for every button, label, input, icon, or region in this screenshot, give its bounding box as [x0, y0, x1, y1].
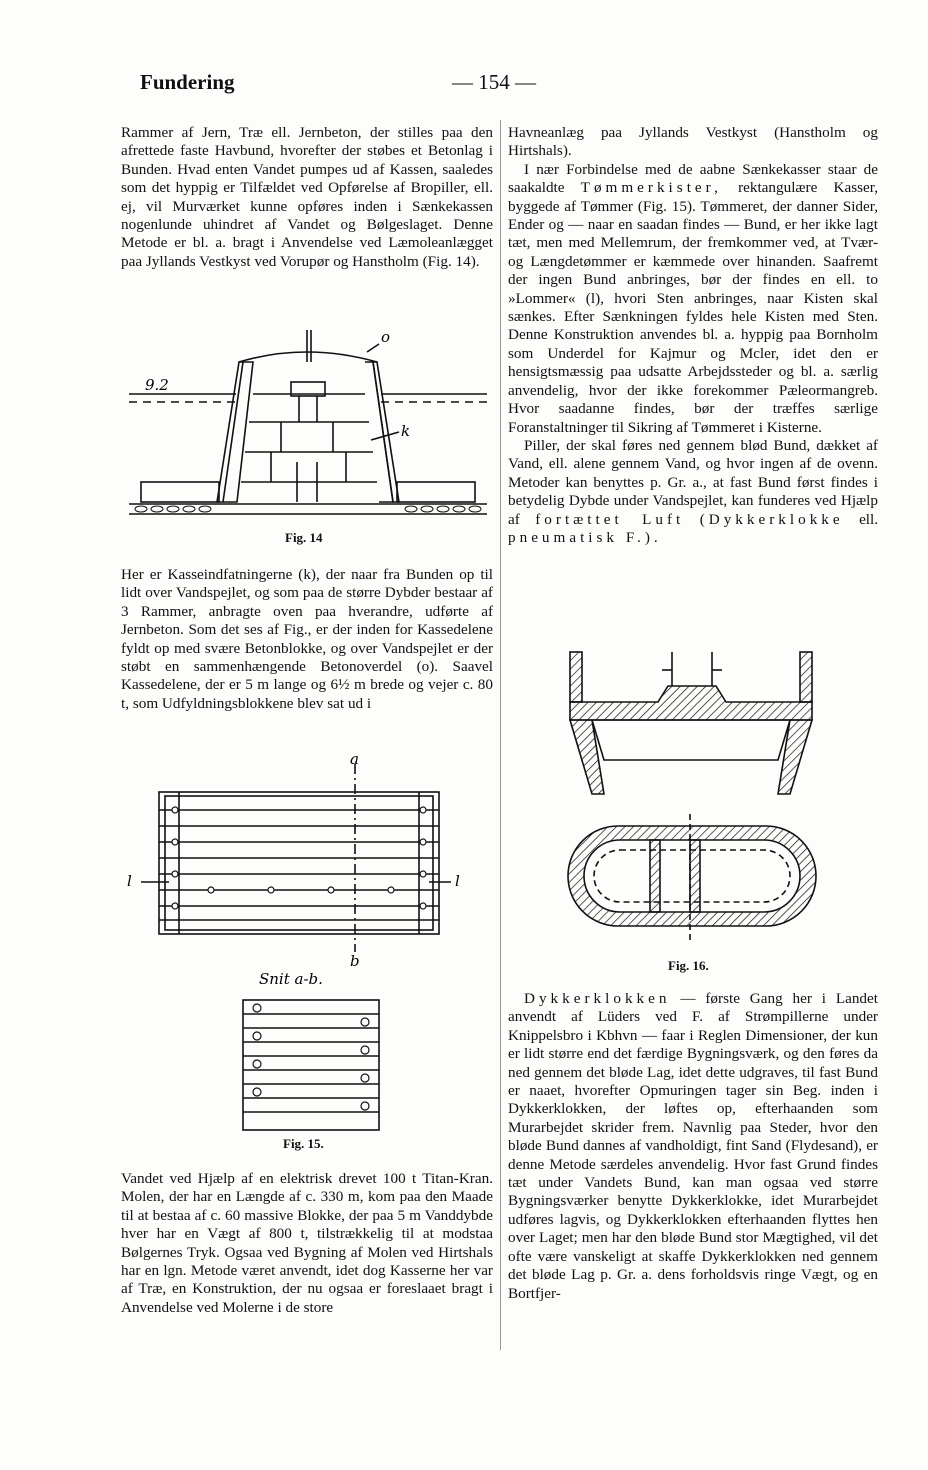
column-divider — [500, 120, 501, 1350]
figure-15-label-l-left: l — [127, 872, 132, 890]
right-column-top — [508, 124, 878, 547]
figure-15-label-a: a — [350, 752, 359, 768]
right-paragraph-4-body: — første Gang her i Landet anvendt af Lüders ved F. af Strømpillerne under Knippelsbro i Kbhvn — faar i Reglen Dimensioner, der kun er lidt større end det færdige Bygningsværk, og den føres da ned gennem det bløde Lag, idet dette udgraves, til fast Bund er naaet, hvorefter Opmuringen tager sin Beg. inden i Dykkerklokken, der løftes op, efterhaanden som Murarbejdet skrider frem. Navnlig paa Steder, hvor den bløde Bund dannes af vandholdigt, fint Sand (Flydesand), er denne Metode særdeles anvendelig. Hvor fast Grund findes tæt under Vandets Bund, kan man ogsaa ved større Bygningsværker benytte Dykkerklokke, idet Murarbejdet udføres lagvis, og Dykkerklokken efterhaanden flyttes hen over Laget; men har den bløde Bund stor Mægtighed, vil det ofte være vanskeligt at skaffe Dykkerklokken ned gennem det bløde Lag p. Gr. a. dens forholdsvis ringe Vægt, og en Bortfjer- — [508, 990, 878, 1302]
figure-14-drawing — [121, 322, 493, 522]
term-tommerkister: Tømmerkister, — [580, 179, 722, 197]
figure-16-drawing — [508, 646, 878, 946]
right-paragraph-2-intro: I nær Forbindelse med de aabne Sænkekasser staar de saakaldte — [508, 160, 878, 197]
right-paragraph-3-ell: ell. — [859, 510, 879, 528]
figure-16-caption: Fig. 16. — [668, 958, 709, 973]
term-fortaettet-luft: fortættet Luft — [535, 510, 685, 528]
figure-15-drawing — [121, 752, 493, 1132]
left-paragraph-3: Vandet ved Hjælp af en elektrisk drevet 100 t Titan-Kran. Molen, der har en Længde af c. 330 m, kom paa den Maade til at bestaa af c. 60 massive Blokke, der paa 5 m Vanddybde hver har en Vægt af 800 t, tilstrækkelig til at modstaa Bølgernes Tryk. Ogsaa ved Bygning af Molen ved Hirtshals har en lgn. Metode været anvendt, idet dog Kasserne her var af Træ, en Konstruktion, der nu ogsaa er foreslaaet bragt i Anvendelse ved Molerne i de store — [121, 1170, 493, 1316]
term-dykkerklokken: Dykkerklokken — [524, 990, 671, 1007]
figure-14-label-k: k — [401, 422, 411, 440]
figure-14-caption: Fig. 14 — [285, 530, 323, 545]
figure-14 — [121, 322, 493, 552]
figure-15 — [121, 752, 493, 1162]
section-title: Fundering — [140, 70, 235, 94]
right-paragraph-3 — [508, 437, 878, 547]
page-header — [140, 70, 840, 100]
figure-15-label-b: b — [350, 952, 360, 970]
figure-15-caption: Fig. 15. — [283, 1136, 324, 1151]
page-number: — 154 — — [452, 70, 536, 94]
left-paragraph-1: Rammer af Jern, Træ ell. Jernbeton, der stilles paa den afrettede faste Havbund, hvorefter der støbes et Betonlag i Bunden. Hvad enten Vandet pumpes ud af Kassen, saaledes som det hyppig er Tilfældet ved Opførelse af Bropiller, ell. ej, vil Murværket kunne opføres inden i Sænkekassen nogenlunde uhindret af Vandet og Bølgeslaget. Denne Metode er bl. a. bragt i Anvendelse ved Læmoleanlægget paa Jyllands Vestkyst ved Vorupør og Hanstholm (Fig. 14). — [121, 124, 493, 270]
left-column-bottom — [121, 1170, 493, 1317]
left-paragraph-2: Her er Kasseindfatningerne (k), der naar fra Bunden op til lidt over Vandspejlet, og som paa de større Dybder bestaar af 3 Rammer, anbragte oven paa hverandre, udførte af Jernbeton. Som det ses af Fig., er der inden for Kassedelene fyldt op med svære Betonblokke, og over Vandspejlet er der støbt en sammenhængende Betonoverdel (o). Saavel Kassedelene, der er 5 m lange og 6½ m brede og vejer c. 80 t, som Udfyldningsblokkene blev sat ud i — [121, 566, 493, 712]
term-dykkerklokke: (Dykkerklokke — [699, 510, 844, 528]
right-paragraph-4 — [508, 990, 878, 1303]
term-pneumatisk: pneumatisk F.). — [508, 528, 662, 546]
figure-15-section-label: Snit a-b. — [259, 970, 323, 988]
figure-14-water-label: 9.2 — [145, 376, 169, 394]
left-column-top — [121, 124, 493, 271]
figure-16 — [508, 646, 878, 976]
right-paragraph-3-intro: Piller, der skal føres ned gennem blød Bund, dækket af Vand, ell. alene gennem Vand, og hvor ingen af de ovenn. Metoder kan benyttes p. Gr. a., at fast Bund først findes i betydelig Dybde under Vandspejlet, kan funderes ved Hjælp af — [508, 436, 878, 528]
left-column-middle — [121, 566, 493, 713]
figure-15-label-l-right: l — [455, 872, 460, 890]
right-paragraph-2-body: rektangulære Kasser, byggede af Tømmer (Fig. 15). Tømmeret, der danner Sider, Ender og — naar en saadan findes — Bund, er her ikke lagt tæt, men med Mellemrum, der fremkommer ved, at Tvær- og Længdetømmer er kæmmede over hinanden. Saafremt der ingen Bund anbringes, bør der findes en ell. to »Lommer« (l), hvori Sten anbringes, naar Kisten skal sænkes. Efter Sænkningen fyldes hele Kisten med Sten. Denne Konstruktion anvendes bl. a. hyppig paa Bornholm som Underdel for Kajmur og Mcler, idet den er hensigtsmæssig paa udsatte Arbejdssteder og bl. a. særlig anvendelig, hvor der ikke forekommer Pæleormangreb. Hvor saadanne findes, bør der træffes særlige Foranstaltninger til Sikring af Tømmeret i Kisterne. — [508, 179, 879, 436]
right-paragraph-1: Havneanlæg paa Jyllands Vestkyst (Hanstholm og Hirtshals). — [508, 124, 878, 160]
figure-14-label-o: o — [381, 328, 391, 346]
right-paragraph-2 — [508, 161, 878, 437]
right-column-bottom — [508, 990, 878, 1303]
